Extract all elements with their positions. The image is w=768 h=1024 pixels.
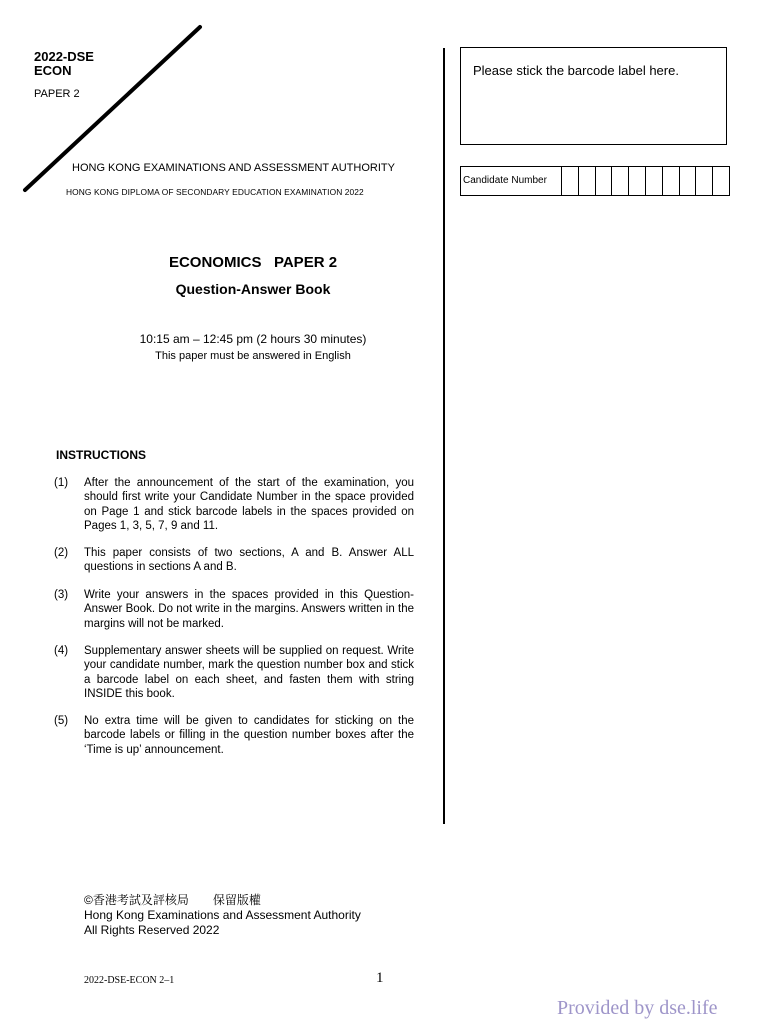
barcode-box[interactable] (460, 47, 727, 145)
instruction-number: (4) (54, 645, 69, 657)
copyright-rights: All Rights Reserved 2022 (84, 923, 220, 937)
authority-name: HONG KONG EXAMINATIONS AND ASSESSMENT AUTHORITY (72, 162, 395, 174)
candidate-number-cell[interactable] (663, 167, 680, 195)
subject-code-year: 2022-DSE (34, 49, 94, 64)
candidate-number-cell[interactable] (612, 167, 629, 195)
candidate-number-cell[interactable] (596, 167, 613, 195)
subject-code (34, 50, 94, 78)
copyright-block (84, 893, 361, 938)
paper-title: ECONOMICS PAPER 2 (168, 254, 338, 271)
instruction-text: After the announcement of the start of the examination, you should first write your Candidate Number in the space provided on Page 1 and stick barcode labels in the spaces provided on Pages 1, 3, 5, 7, 9 and 11. (84, 477, 414, 532)
candidate-number-cell[interactable] (646, 167, 663, 195)
copyright-owner: Hong Kong Examinations and Assessment Authority (84, 908, 361, 922)
instruction-item (54, 476, 414, 534)
candidate-number-cell[interactable] (713, 167, 729, 195)
copyright-chinese: ©香港考試及評核局 保留版權 (84, 893, 261, 907)
exam-name: HONG KONG DIPLOMA OF SECONDARY EDUCATION EXAMINATION 2022 (66, 187, 364, 197)
language-note: This paper must be answered in English (155, 350, 351, 362)
candidate-number-box (460, 166, 730, 196)
instruction-item (54, 644, 414, 702)
instruction-number: (3) (54, 589, 69, 601)
instruction-text: No extra time will be given to candidates for sticking on the barcode labels or filling in the question number boxes after the ‘Time is up’ announcement. (84, 715, 414, 756)
instruction-item (54, 588, 414, 632)
book-title: Question-Answer Book (175, 281, 331, 297)
candidate-number-label: Candidate Number (461, 167, 562, 195)
watermark: Provided by dse.life (557, 997, 718, 1019)
instruction-number: (2) (54, 547, 69, 559)
paper-label: PAPER 2 (34, 88, 80, 100)
candidate-number-cell[interactable] (696, 167, 713, 195)
instruction-text: Write your answers in the spaces provided in this Question-Answer Book. Do not write in the margins. Answers written in the margins will not be marked. (84, 589, 414, 630)
page-number: 1 (376, 970, 384, 986)
instruction-text: This paper consists of two sections, A and B. Answer ALL questions in sections A and B. (84, 547, 414, 574)
candidate-number-cell[interactable] (579, 167, 596, 195)
footer-code: 2022-DSE-ECON 2–1 (84, 975, 175, 986)
instructions-heading: INSTRUCTIONS (56, 448, 146, 462)
instruction-item (54, 546, 414, 576)
candidate-number-cell[interactable] (629, 167, 646, 195)
barcode-label: Please stick the barcode label here. (473, 63, 679, 78)
instruction-text: Supplementary answer sheets will be supplied on request. Write your candidate number, mark the question number box and stick a barcode label on each sheet, and fasten them with string INSIDE this book. (84, 645, 414, 700)
vertical-divider (443, 48, 445, 824)
exam-time: 10:15 am – 12:45 pm (2 hours 30 minutes) (139, 332, 367, 346)
instruction-number: (1) (54, 477, 69, 489)
instruction-number: (5) (54, 715, 69, 727)
candidate-number-cell[interactable] (680, 167, 697, 195)
subject-code-subject: ECON (34, 63, 72, 78)
candidate-number-cell[interactable] (562, 167, 579, 195)
instruction-item (54, 714, 414, 758)
